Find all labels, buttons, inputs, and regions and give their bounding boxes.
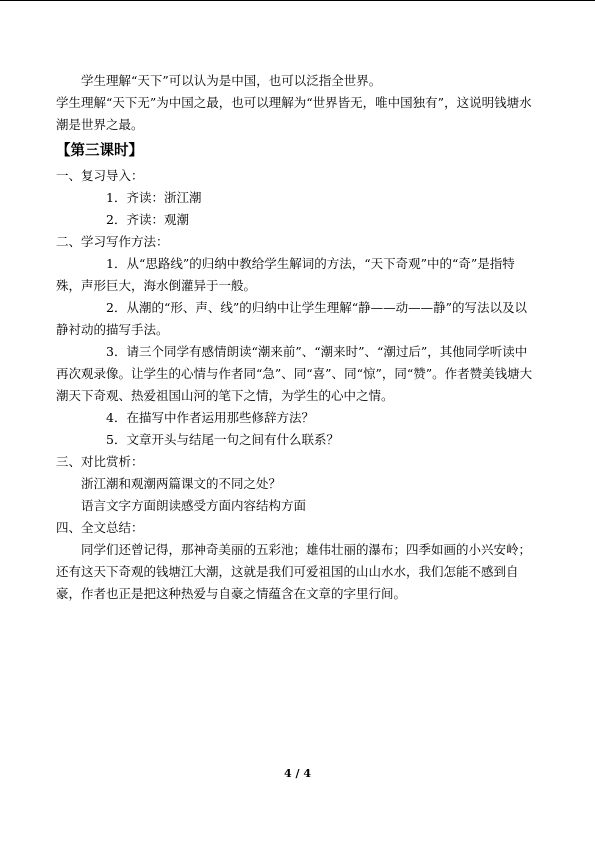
list-item: 1．从“思路线”的归纳中教给学生解词的方法，“天下奇观”中的“奇”是指特殊，声形巨大，海水倒灌异于一般。 — [56, 256, 515, 293]
paragraph: 浙江潮和观潮两篇课文的不同之处？ — [81, 476, 282, 491]
section-heading: 【第三课时】 — [56, 142, 143, 159]
top-border-line — [0, 0, 595, 1]
list-item: 3．请三个同学有感情朗读“潮来前”、“潮来时”、“潮过后”，其他同学听读中再次观录像。让学生的心情与作者同“急”、同“喜”、同“惊”，同“赞”。作者赞美钱塘大潮天下奇观、热爱祖国山河的笔下之情，为学生的心中之情。 — [56, 344, 533, 403]
summary-paragraph: 同学们还曾记得，那神奇美丽的五彩池；雄伟壮丽的瀑布；四季如画的小兴安岭；还有这天下奇观的钱塘江大潮，这就是我们可爱祖国的山山水水，我们怎能不感到自豪，作者也正是把这种热爱与自豪之情蕴含在文章的字里行间。 — [56, 542, 532, 601]
list-item: 2．齐读：观潮 — [106, 212, 189, 227]
paragraph-2: 学生理解“天下无”为中国之最，也可以理解为“世界皆无，唯中国独有”，这说明钱塘水潮是世界之最。 — [56, 95, 532, 132]
page-number: 4 / 4 — [284, 767, 311, 780]
outline-heading-3: 三、对比赏析： — [56, 454, 144, 469]
list-item: 4．在描写中作者运用那些修辞方法？ — [106, 410, 314, 425]
outline-heading-2: 二、学习写作方法： — [56, 234, 169, 249]
outline-heading-4: 四、全文总结： — [56, 520, 144, 535]
list-item: 5．文章开头与结尾一句之间有什么联系？ — [106, 432, 339, 447]
list-item: 1．齐读：浙江潮 — [106, 190, 202, 205]
paragraph: 语言文字方面朗读感受方面内容结构方面 — [81, 498, 307, 513]
outline-heading-1: 一、复习导入： — [56, 168, 144, 183]
list-item: 2．从潮的“形、声、线”的归纳中让学生理解“静——动——静”的写法以及以静衬动的描写手法。 — [56, 300, 528, 337]
paragraph-1: 学生理解“天下”可以认为是中国，也可以泛指全世界。 — [81, 73, 382, 88]
document-body — [56, 70, 534, 605]
